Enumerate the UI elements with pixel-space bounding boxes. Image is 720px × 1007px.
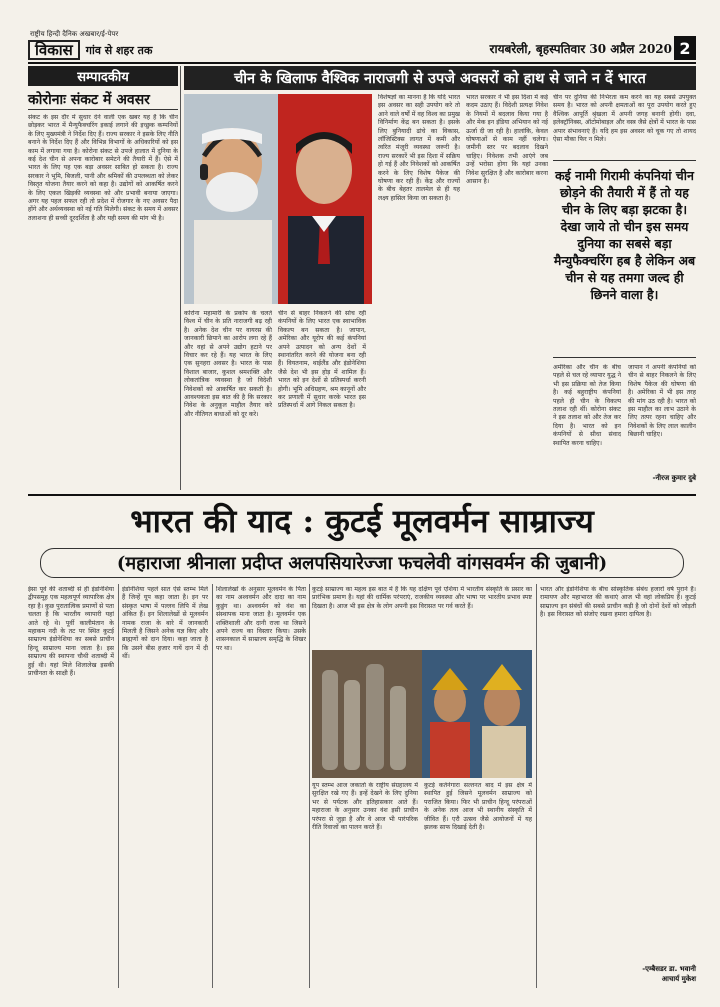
column-rule [118,584,119,988]
pull-quote: कई नामी गिरामी कंपनियां चीन छोड़ने की तैयारी में हैं तो यह चीन के लिए बड़ा झटका है। देखा जाये तो चीन इस समय दुनिया का सबसे बड़ा मैन्युफैक्चरिंग हब है लेकिन अब चीन से यह तमगा जल्द ही छिनने वाला है। [553,160,696,358]
second-story-col-2: इंडोनेशिया पहले सात ऐसे स्तम्भ मिले हैं जिन्हें यूप कहा जाता है। इन पर संस्कृत भाषा में पल्लव लिपि में लेख अंकित हैं। इन शिलालेखों से मूलवर्मन नामक राजा के बारे में जानकारी मिलती है जिसने अनेक यज्ञ किए और ब्राह्मणों को दान दिया। कहा जाता है कि उसने बीस हजार गायें दान में दी थीं। [122,586,208,661]
second-story-col-3: शिलालेखों के अनुसार मूलवर्मन के पिता का नाम अश्ववर्मन और दादा का नाम कुडुंग था। अश्ववर्मन को वंश का संस्थापक माना जाता है। मूलवर्मन एक शक्तिशाली और दानी राजा था जिसने अपने राज्य का विस्तार किया। उसके शासनकाल में साम्राज्य समृद्धि के शिखर पर था। [216,586,306,652]
second-story-col-4: कुटई साम्राज्य का महत्व इस बात में है कि यह दक्षिण पूर्व एशिया में भारतीय संस्कृति के प्रसार का प्रारंभिक प्रमाण है। यहां की धार्मिक परंपराएं, राजकीय व्यवस्था और भाषा पर भारतीय प्रभाव स्पष्ट दिखता है। आज भी इस क्षेत्र के लोग अपनी इस विरासत पर गर्व करते हैं। [312,586,532,610]
editorial-body: संकट के इस दौर में सुधार देने वाली एक खबर यह है कि चीन छोड़कर भारत में मैन्युफैक्चरिंग इकाई लगाने की इच्छुक कम्पनियों के लिए मुख्यमंत्री ने निर्देश दिए हैं। राज्य सरकार ने इसके लिए नीति बनाने के निर्देश दिए हैं और विभिन्न विभागों के अधिकारियों को इस काम में लगाया गया है। कोरोना संकट से उपजे हालात में दुनिया के कई देश चीन से अपना कारोबार समेटने की तैयारी में हैं। ऐसे में भारत के लिए यह एक बड़ा अवसर साबित हो सकता है। राज्य सरकार ने भूमि, बिजली, पानी और श्रमिकों की उपलब्धता को लेकर विस्तृत योजना तैयार करने को कहा है। उद्योगों को आकर्षित करने के लिए एकल खिड़की व्यवस्था को और प्रभावी बनाया जाएगा। अगर यह पहल सफल रही तो प्रदेश में रोजगार के नए अवसर पैदा होंगे और अर्थव्यवस्था को नई गति मिलेगी। संकट के समय में अवसर तलाशना ही सच्ची दूरदर्शिता है और यही समय की मांग भी है। [28,114,178,222]
brand-name: विकास [28,40,80,60]
second-story-headline: भारत की याद : कुटई मूलवर्मन साम्राज्य [130,502,594,540]
main-story-col-3: विशेषज्ञों का मानना है कि यदि भारत इस अवसर का सही उपयोग करे तो आने वाले वर्षों में वह विश्व का प्रमुख विनिर्माण केंद्र बन सकता है। इसके लिए बुनियादी ढांचे का विकास, लॉजिस्टिक्स लागत में कमी और त्वरित मंजूरी व्यवस्था जरूरी है। राज्य सरकारें भी इस दिशा में सक्रिय हो गई हैं और निवेशकों को आकर्षित करने के लिए विशेष पैकेज की घोषणा कर रही हैं। केंद्र और राज्यों के बीच बेहतर तालमेल से ही यह लक्ष्य हासिल किया जा सकता है। [378,94,460,202]
main-story-col-2: चीन से बाहर निकलने की सोच रही कंपनियों के लिए भारत एक स्वाभाविक विकल्प बन सकता है। जापान, अमेरिका और यूरोप की कई कंपनियां अपने उत्पादन को अन्य देशों में स्थानांतरित करने की योजना बना रही हैं। वियतनाम, थाईलैंड और इंडोनेशिया जैसे देश भी इस होड़ में शामिल हैं। भारत को इन देशों से प्रतिस्पर्धा करनी होगी। भूमि अधिग्रहण, श्रम कानूनों और कर प्रणाली में सुधार करके भारत इस प्रतिस्पर्धा में आगे निकल सकता है। [278,310,366,410]
second-story-col-7: भारत और इंडोनेशिया के बीच सांस्कृतिक संबंध हजारों वर्ष पुराने हैं। रामायण और महाभारत की कथाएं आज भी वहां लोकप्रिय हैं। कुटई साम्राज्य इन संबंधों की सबसे प्राचीन कड़ी है जो दोनों देशों को जोड़ती है। इस विरासत को संजोए रखना हमारा दायित्व है। [540,586,696,619]
second-story-subheadline: (महाराजा श्रीनाला प्रदीप्त अलपसियारेज्जा फचलेवी वांगसवर्मन की जुबानी) [40,548,684,578]
second-story-col-1: ईसा पूर्व की शताब्दी से ही इंडोनेशिया द्वीपसमूह एक महत्वपूर्ण व्यापारिक क्षेत्र रहा है। कुछ पुरातात्विक प्रमाणों से पता चलता है कि भारतीय व्यापारी यहां आते रहे थे। पूर्वी कालीमंतान के महाकम नदी के तट पर स्थित कुटई साम्राज्य इंडोनेशिया का सबसे प्राचीन हिन्दू साम्राज्य माना जाता है। इस साम्राज्य की स्थापना चौथी शताब्दी में हुई थी। यहां मिले शिलालेख इसकी प्राचीनता के साक्षी हैं। [28,586,114,678]
brand-tagline: गांव से शहर तक [85,43,153,57]
column-rule [212,584,213,988]
main-story-byline: -नीरज कुमार दुबे [652,474,696,482]
second-story-byline-line-1: -एम्बैसडर डा. भवानी [642,965,696,973]
editorial-section-label: सम्पादकीय [28,66,178,86]
leaders-photo [184,94,372,304]
page-number: 2 [674,36,696,60]
masthead-brand [28,40,152,60]
kutai-photo [312,650,532,778]
masthead-rule [28,62,696,64]
second-story-col-5: यूप स्तम्भ आज जकार्ता के राष्ट्रीय संग्रहालय में सुरक्षित रखे गए हैं। इन्हें देखने के लिए दुनिया भर से पर्यटक और इतिहासकार आते हैं। महाराजा के अनुसार उनका वंश इसी प्राचीन परंपरा से जुड़ा है और वे आज भी पारंपरिक रीति रिवाजों का पालन करते हैं। [312,782,418,832]
main-story-col-6: अमेरिका और चीन के बीच पहले से चल रहे व्यापार युद्ध ने भी इस प्रक्रिया को तेज किया है। कई बहुराष्ट्रीय कंपनियां पहले ही चीन के विकल्प तलाश रही थीं। कोरोना संकट ने इस तलाश को और तेज कर दिया है। भारत को इन कंपनियों से सीधा संवाद स्थापित करना चाहिए। [553,364,621,447]
masthead-date: रायबरेली, बृहस्पतिवार 30 अप्रैल 2020 [489,42,672,56]
main-story-col-1: कोरोना महामारी के प्रकोप के चलते विश्व में चीन के प्रति नाराजगी बढ़ रही है। अनेक देश चीन पर वायरस की जानकारी छिपाने का आरोप लगा रहे हैं और वहां से अपने उद्योग हटाने पर विचार कर रहे हैं। यह भारत के लिए एक सुनहरा अवसर है। भारत के पास विशाल बाजार, कुशल श्रमशक्ति और लोकतांत्रिक व्यवस्था है जो विदेशी निवेशकों को आकर्षित कर सकती है। आवश्यकता इस बात की है कि सरकार निवेश के अनुकूल माहौल तैयार करे और नीतिगत बाधाओं को दूर करे। [184,310,272,418]
column-rule [309,584,310,988]
main-story-col-7: जापान ने अपनी कंपनियों को चीन से बाहर निकलने के लिए विशेष पैकेज की घोषणा की है। अमेरिका में भी इस तरह की मांग उठ रही है। भारत को इस माहौल का लाभ उठाने के लिए तत्पर रहना चाहिए और निवेशकों के लिए लाल कालीन बिछानी चाहिए। [628,364,696,439]
column-rule [180,66,181,490]
column-rule [536,584,537,988]
second-story-byline [574,964,696,984]
second-story-col-6: कुटई कर्तनेगारा सल्तनत बाद में इस क्षेत्र में स्थापित हुई जिसने मूलवर्मन साम्राज्य को पराजित किया। फिर भी प्राचीन हिन्दू परंपराओं के अनेक तत्व आज भी स्थानीय संस्कृति में जीवित हैं। एरौ उत्सव जैसे आयोजनों में यह झलक साफ दिखाई देती है। [424,782,532,832]
editorial-title: कोरोनाः संकट में अवसर [28,90,178,110]
second-story-byline-line-2: आचार्य मुकेश [661,975,696,983]
masthead-small-line: राष्ट्रीय हिन्दी दैनिक अखबार/ई-पेपर [30,30,119,38]
main-story-col-5: चीन पर दुनिया की निर्भरता कम करने का यह सबसे उपयुक्त समय है। भारत को अपनी क्षमताओं का पूरा उपयोग करते हुए वैश्विक आपूर्ति श्रृंखला में अपनी जगह बनानी होगी। दवा, इलेक्ट्रॉनिक्स, ऑटोमोबाइल और वस्त्र जैसे क्षेत्रों में भारत के पास अपार संभावनाएं हैं। यदि हम इस अवसर को चूक गए तो शायद ऐसा मौका फिर न मिले। [553,94,696,144]
leaders-photo-illustration [184,94,372,304]
kutai-photo-illustration [312,650,532,778]
main-story-headline: चीन के खिलाफ वैश्विक नाराजगी से उपजे अवसरों को हाथ से जाने न दें भारत [184,66,696,90]
section-rule [28,494,696,496]
main-story-col-4: भारत सरकार ने भी इस दिशा में कई कदम उठाए हैं। विदेशी प्रत्यक्ष निवेश के नियमों में बदलाव किया गया है और मेक इन इंडिया अभियान को नई ऊर्जा दी जा रही है। हालांकि, केवल घोषणाओं से काम नहीं चलेगा। जमीनी स्तर पर बदलाव दिखने चाहिए। निवेशक तभी आएंगे जब उन्हें भरोसा होगा कि यहां उनका निवेश सुरक्षित है और कारोबार करना आसान है। [466,94,548,186]
